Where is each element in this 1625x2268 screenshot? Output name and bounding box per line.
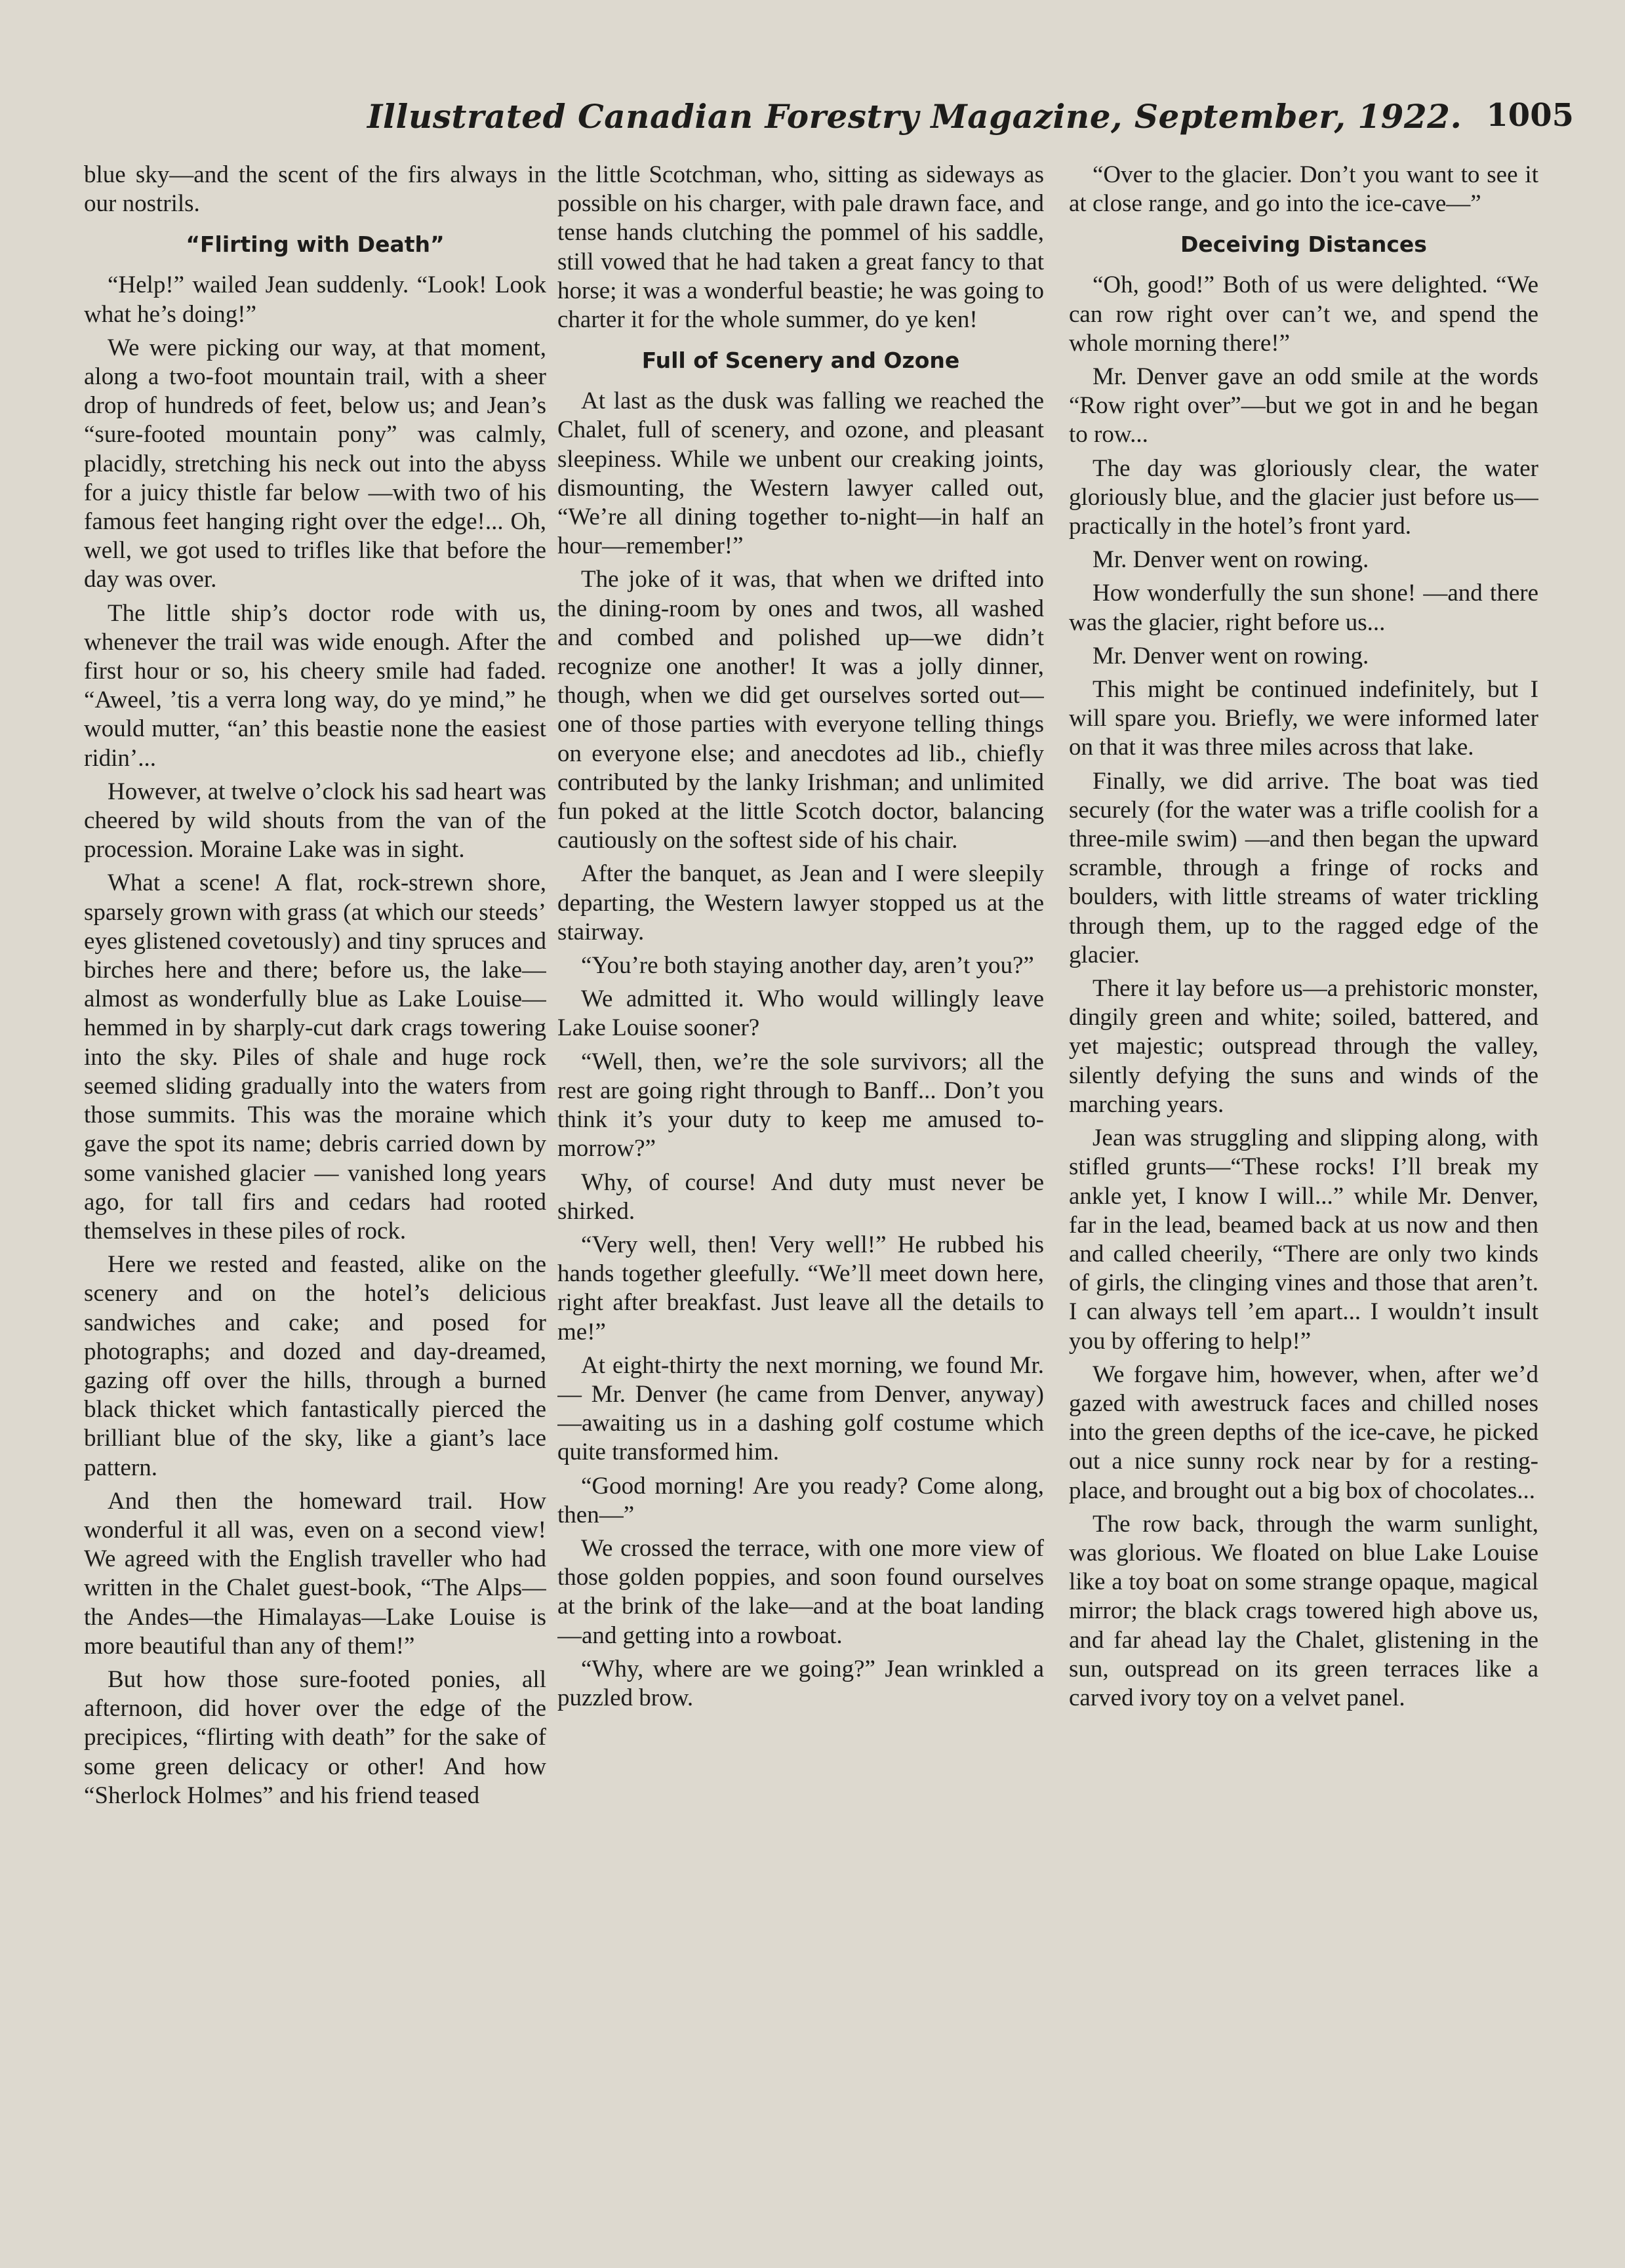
paragraph: How wonderfully the sun shone! —and there was the glacier, right before us... bbox=[1069, 580, 1538, 636]
paragraph: We admitted it. Who would willingly leave Lake Louise sooner? bbox=[557, 985, 1044, 1042]
paragraph: “Oh, good!” Both of us were delighted. “We can row right over can’t we, and spend the whole morning there!” bbox=[1069, 271, 1538, 357]
paragraph: Finally, we did arrive. The boat was tied securely (for the water was a trifle coolish for a three-mile swim) —and then began the upward scramble, through a fringe of rocks and boulders, with little streams of water trickling through them, up to the ragged edge of the glacier. bbox=[1069, 767, 1538, 968]
paragraph: Mr. Denver gave an odd smile at the words “Row right over”—but we got in and he began to row... bbox=[1069, 363, 1538, 448]
paragraph: This might be continued indefinitely, but I will spare you. Briefly, we were informed later on that it was three miles across that lake. bbox=[1069, 676, 1538, 761]
paragraph: The day was gloriously clear, the water gloriously blue, and the glacier just before us—practically in the hotel’s front yard. bbox=[1069, 454, 1538, 540]
paragraph: “Over to the glacier. Don’t you want to see it at close range, and go into the ice-cave—” bbox=[1069, 161, 1538, 218]
paragraph: However, at twelve o’clock his sad heart was cheered by wild shouts from the van of the procession. Moraine Lake was in sight. bbox=[84, 778, 546, 864]
paragraph: “Help!” wailed Jean suddenly. “Look! Look what he’s doing!” bbox=[84, 271, 546, 328]
paragraph: But how those sure-footed ponies, all afternoon, did hover over the edge of the precipices, “flirting with death” for the sake of some green delicacy or other! And how “Sherlock Holmes” and his friend teased bbox=[84, 1665, 546, 1809]
paragraph: Mr. Denver went on rowing. bbox=[1093, 642, 1369, 669]
section-heading: Deceiving Distances bbox=[1180, 231, 1427, 258]
paragraph: the little Scotchman, who, sitting as sideways as possible on his charger, with pale drawn face, and tense hands clutching the pommel of his saddle, still vowed that he had taken a great fancy to that horse; it was a wonderful beastie; he was going to charter it for the whole summer, do ye ken! bbox=[557, 161, 1044, 334]
paragraph: There it lay before us—a prehistoric monster, dingily green and white; soiled, battered, and yet majestic; outspread through the valley, silently defying the suns and winds of the marching years. bbox=[1069, 975, 1538, 1118]
paragraph: Jean was struggling and slipping along, with stifled grunts—“These rocks! I’ll break my ankle yet, I know I will...” while Mr. Denver, far in the lead, beamed back at us now and then and called cheerily, “There are only two kinds of girls, the clinging vines and those that aren’t. I can always tell ’em apart... I wouldn’t insult you by offering to help!” bbox=[1069, 1124, 1538, 1355]
paragraph: What a scene! A flat, rock-strewn shore, sparsely grown with grass (at which our steeds’ eyes glistened covetously) and tiny spruces and birches here and there; before us, the lake—almost as wonderfully blue as Lake Louise—hemmed in by sharply-cut dark crags towering into the sky. Piles of shale and huge rock seemed sliding gradually into the waters from those summits. This was the moraine which gave the spot its name; debris carried down by some vanished glacier — vanished long years ago, for tall firs and cedars had rooted themselves in these piles of rock. bbox=[84, 869, 546, 1244]
paragraph: “Good morning! Are you ready? Come along, then—” bbox=[557, 1472, 1044, 1528]
running-head: Illustrated Canadian Forestry Magazine, September, 1922. bbox=[367, 97, 1462, 136]
paragraph: Mr. Denver went on rowing. bbox=[1093, 546, 1369, 574]
paragraph: We were picking our way, at that moment, along a two-foot mountain trail, with a sheer drop of hundreds of feet, below us; and Jean’s “sure-footed mountain pony” was calmly, placidly, stretching his neck out into the abyss for a juicy thistle far below —with two of his famous feet hanging right over the edge!... Oh, well, we got used to trifles like that before the day was over. bbox=[84, 334, 546, 593]
paragraph: We forgave him, however, when, after we’d gazed with awestruck faces and chilled noses into the green depths of the ice-cave, he picked out a nice sunny rock near by for a resting-place, and brought out a big box of chocolates... bbox=[1069, 1361, 1538, 1504]
paragraph: “Very well, then! Very well!” He rubbed his hands together gleefully. “We’ll meet down here, right after breakfast. Just leave all the details to me!” bbox=[557, 1231, 1044, 1345]
page-number: 1005 bbox=[1486, 97, 1574, 134]
text-column-2 bbox=[557, 161, 1044, 2239]
paragraph: blue sky—and the scent of the firs always in our nostrils. bbox=[84, 161, 546, 218]
paragraph: The little ship’s doctor rode with us, whenever the trail was wide enough. After the first hour or so, his cheery smile had faded. “Aweel, ’tis a verra long way, do ye mind,” he would mutter, “an’ this beastie none the easiest ridin’... bbox=[84, 599, 546, 772]
paragraph: The joke of it was, that when we drifted into the dining-room by ones and twos, all washed and combed and polished up—we didn’t recognize one another! It was a jolly dinner, though, when we did get ourselves sorted out—one of those parties with everyone telling things on everyone else; and anecdotes ad lib., chiefly contributed by the lanky Irishman; and unlimited fun poked at the little Scotch doctor, balancing cautiously on the softest side of his chair. bbox=[557, 566, 1044, 854]
section-heading: Full of Scenery and Ozone bbox=[641, 348, 960, 374]
paragraph: And then the homeward trail. How wonderful it all was, even on a second view! We agreed with the English traveller who had written in the Chalet guest-book, “The Alps—the Andes—the Himalayas—Lake Louise is more beautiful than any of them!” bbox=[84, 1487, 546, 1660]
paragraph: At last as the dusk was falling we reached the Chalet, full of scenery, and ozone, and pleasant sleepiness. While we unbent our creaking joints, dismounting, the Western lawyer called out, “We’re all dining together to-night—in half an hour—remember!” bbox=[557, 388, 1044, 560]
paragraph: Here we rested and feasted, alike on the scenery and on the hotel’s delicious sandwiches and cake; and posed for photographs; and dozed and day-dreamed, gazing off over the hills, through a burned black thicket which fantastically pierced the brilliant blue of the sky, like a giant’s lace pattern. bbox=[84, 1251, 546, 1481]
text-column-3 bbox=[1069, 161, 1538, 2239]
paragraph: After the banquet, as Jean and I were sleepily departing, the Western lawyer stopped us at the stairway. bbox=[557, 860, 1044, 945]
paragraph: “Why, where are we going?” Jean wrinkled a puzzled brow. bbox=[557, 1655, 1044, 1711]
paragraph: Why, of course! And duty must never be shirked. bbox=[557, 1168, 1044, 1225]
section-heading: “Flirting with Death” bbox=[186, 231, 445, 258]
paragraph: At eight-thirty the next morning, we found Mr.— Mr. Denver (he came from Denver, anyway) —awaiting us in a dashing golf costume which quite transformed him. bbox=[557, 1351, 1044, 1466]
paragraph: We crossed the terrace, with one more view of those golden poppies, and soon found ourselves at the brink of the lake—and at the boat landing—and getting into a rowboat. bbox=[557, 1534, 1044, 1649]
paragraph: “You’re both staying another day, aren’t you?” bbox=[581, 952, 1034, 980]
paragraph: The row back, through the warm sunlight, was glorious. We floated on blue Lake Louise like a toy boat on some strange opaque, magical mirror; the black crags towered high above us, and far ahead lay the Chalet, glistening in the sun, outspread on its green terraces like a carved ivory toy on a velvet panel. bbox=[1069, 1510, 1538, 1711]
paragraph: “Well, then, we’re the sole survivors; all the rest are going right through to Banff... Don’t you think it’s your duty to keep me amused to-morrow?” bbox=[557, 1048, 1044, 1163]
text-column-1 bbox=[84, 161, 546, 2239]
